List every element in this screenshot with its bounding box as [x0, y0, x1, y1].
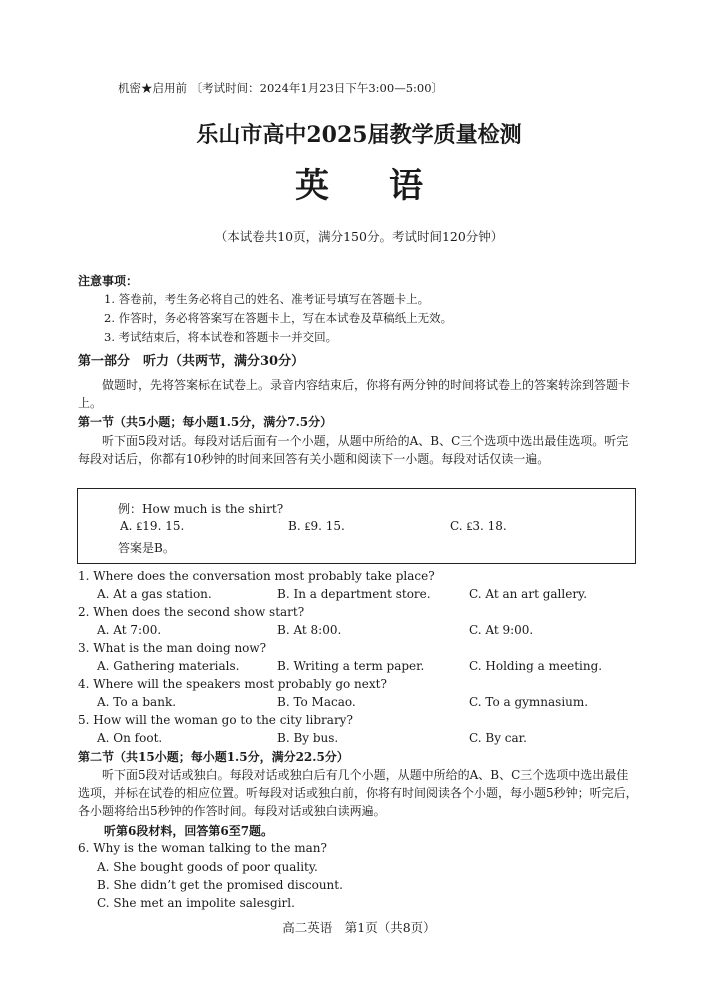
confidential-line: 机密★启用前 〔考试时间：2024年1月23日下午3:00—5:00〕 [118, 81, 444, 95]
option-b: B. She didn’t get the promised discount. [97, 878, 343, 892]
option-c: C. Holding a meeting. [469, 659, 603, 673]
question: 6. Why is the woman talking to the man? [78, 841, 327, 855]
option-c: C. At an art gallery. [469, 587, 588, 601]
exam-meta: （本试卷共10页，满分150分。考试时间120分钟） [214, 229, 504, 244]
question: 1. Where does the conversation most probably take place? [78, 569, 435, 583]
option-c: C. To a gymnasium. [469, 695, 589, 709]
option-a: A. Gathering materials. [97, 659, 240, 673]
option-c: C. At 9:00. [469, 623, 534, 637]
option-a: A. To a bank. [97, 695, 177, 709]
notes-heading: 注意事项： [78, 274, 139, 288]
page-footer: 高二英语 第1页（共8页） [282, 920, 436, 935]
section2-heading: 第二节（共15小题；每小题1.5分，满分22.5分） [78, 750, 349, 764]
option-a: A. At a gas station. [97, 587, 212, 601]
question: 5. How will the woman go to the city library? [78, 713, 353, 727]
example-option-b: B. ₤9. 15. [288, 519, 345, 533]
option-b: B. Writing a term paper. [277, 659, 425, 673]
example-option-a: A. ₤19. 15. [120, 519, 185, 533]
option-a: A. She bought goods of poor quality. [97, 860, 318, 874]
note-item: 3. 考试结束后，将本试卷和答题卡一并交回。 [104, 330, 338, 344]
option-a: A. On foot. [97, 731, 163, 745]
example-option-c: C. ₤3. 18. [450, 519, 507, 533]
question: 2. When does the second show start? [78, 605, 305, 619]
note-item: 2. 作答时，务必将答案写在答题卡上，写在本试卷及草稿纸上无效。 [104, 311, 453, 325]
section2-intro: 听下面5段对话或独白。每段对话或独白后有几个小题，从题中所给的A、B、C三个选项中选出最佳选项，并标在试卷的相应位置。听每段对话或独白前，你将有时间阅读各个小题，每小题5秒钟；听完后，各小题将给出5秒钟的作答时间。每段对话或独白读两遍。 [78, 768, 638, 818]
section1-intro: 听下面5段对话。每段对话后面有一个小题，从题中所给的A、B、C三个选项中选出最佳选项。听完每段对话后，你都有10秒钟的时间来回答有关小题和阅读下一小题。每段对话仅读一遍。 [78, 434, 629, 466]
option-b: B. By bus. [277, 731, 339, 745]
option-c: C. By car. [469, 731, 527, 745]
question: 3. What is the man doing now? [78, 641, 267, 655]
part1-intro: 做题时，先将答案标在试卷上。录音内容结束后，你将有两分钟的时间将试卷上的答案转涂到答题卡上。 [78, 378, 631, 410]
option-b: B. To Macao. [277, 695, 356, 709]
option-b: B. In a department store. [277, 587, 431, 601]
note-item: 1. 答卷前，考生务必将自己的姓名、准考证号填写在答题卡上。 [104, 292, 430, 306]
question: 4. Where will the speakers most probably go next? [78, 677, 387, 691]
material-note: 听第6段材料，回答第6至7题。 [104, 824, 274, 838]
option-b: B. At 8:00. [277, 623, 342, 637]
part1-heading: 第一部分 听力（共两节，满分30分） [78, 354, 305, 369]
example-answer: 答案是B。 [118, 541, 175, 555]
section1-heading: 第一节（共5小题；每小题1.5分，满分7.5分） [78, 415, 333, 429]
subject-title: 英语 [295, 166, 483, 206]
example-question: 例：How much is the shirt? [118, 502, 284, 516]
option-a: A. At 7:00. [97, 623, 162, 637]
exam-title: 乐山市高中2025届教学质量检测 [196, 122, 522, 148]
option-c: C. She met an impolite salesgirl. [97, 896, 295, 910]
